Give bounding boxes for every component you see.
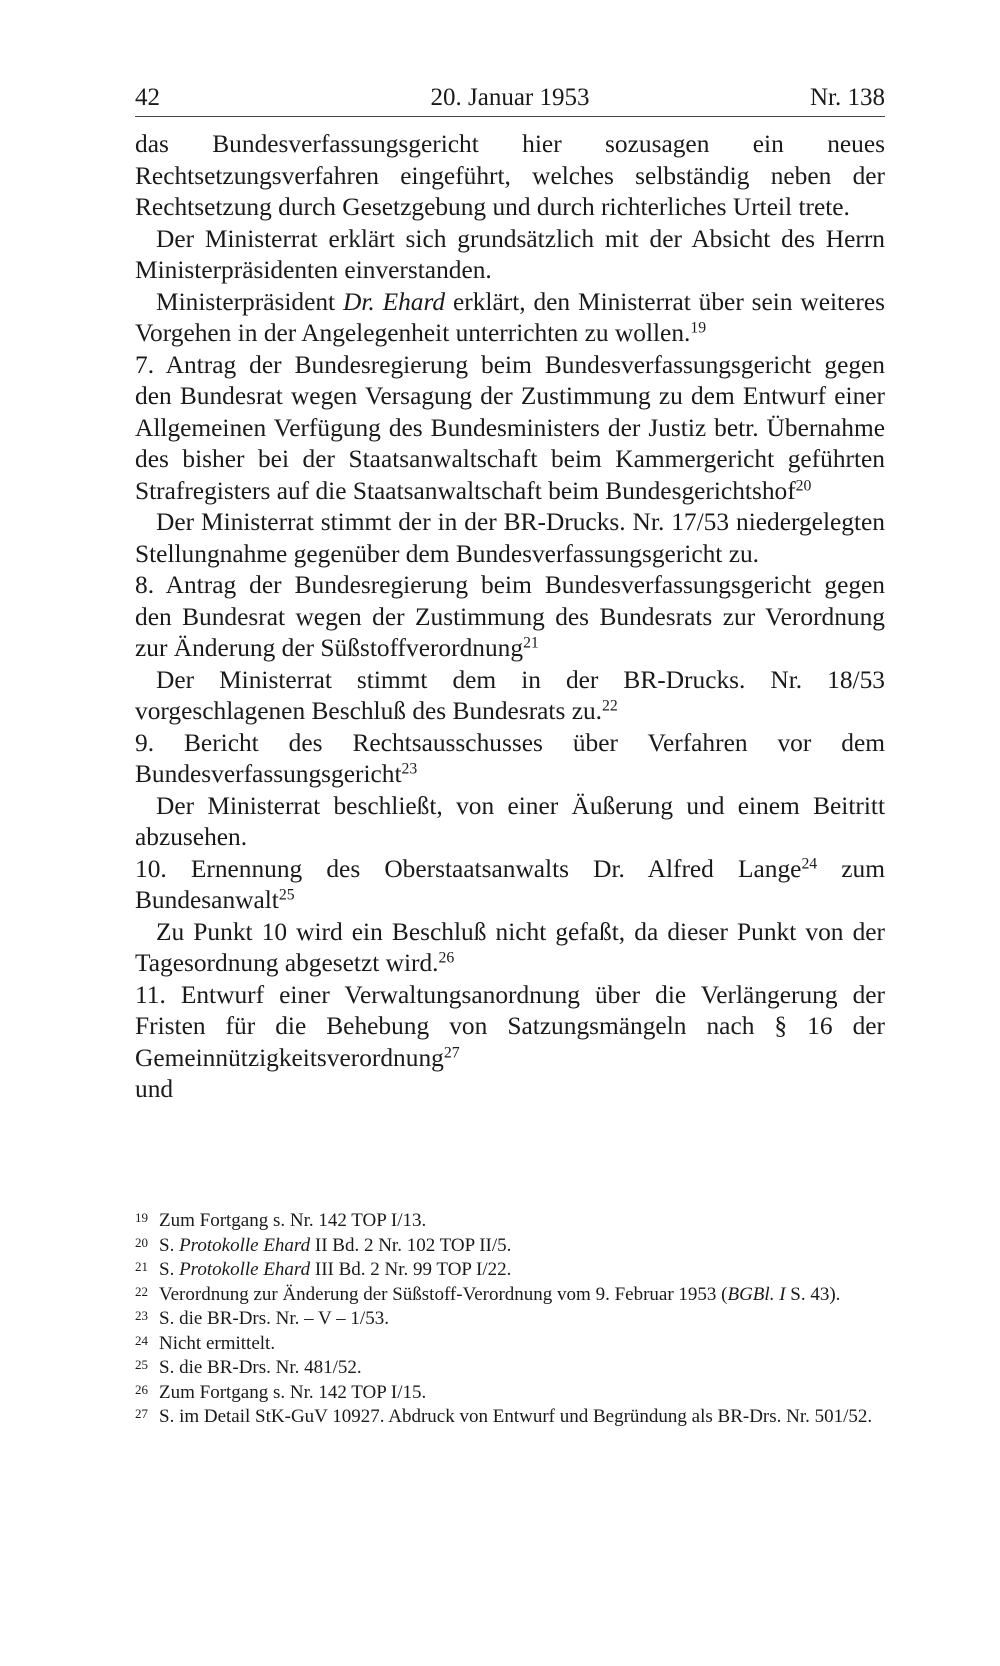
text-run: Ministerpräsident [156,287,343,316]
paragraph [135,287,885,350]
text-run: zum Bundesanwalt [135,854,885,914]
footnote-ref: 20 [795,476,812,494]
paragraph: Der Ministerrat erklärt sich grundsätzlich mit der Absicht des Herrn Ministerpräsidenten einverstanden. [135,224,885,284]
agenda-item-10 [135,854,885,917]
text-run: III Bd. 2 Nr. 99 TOP I/22. [310,1259,512,1280]
resolution-text [135,917,885,980]
footnote-ref: 23 [401,760,418,778]
text-run: Verordnung zur Änderung der Süßstoff-Verordnung vom 9. Februar 1953 ( [159,1283,728,1305]
footnote-number: 20 [135,1234,148,1250]
footnote [135,1332,885,1357]
footnote-ref: 26 [438,949,455,967]
footnote-text [159,1332,885,1357]
agenda-item-9 [135,728,885,791]
footnote [135,1283,885,1308]
text-run: S. [159,1234,180,1256]
footnote-ref: 21 [523,634,539,652]
header-rule [135,116,885,117]
text-run: erklärt, den Ministerrat über sein weiteres Vorgehen in der Angelegenheit unterrichten zu wollen. [135,287,885,347]
running-header [135,80,885,116]
footnotes [135,1209,885,1430]
text-run: Zu Punkt 10 wird ein Beschluß nicht gefaßt, da dieser Punkt von der Tagesordnung abgesetzt wird. [135,917,885,977]
footnote [135,1381,885,1406]
text-run: II Bd. 2 Nr. 102 TOP II/5. [310,1234,512,1256]
footnote-ref: 22 [602,697,618,715]
page-number: 42 [135,84,160,111]
footnote-ref: 24 [801,854,818,872]
text-run: S. im Detail StK-GuV 10927. Abdruck von Entwurf und Begründung als BR-Drs. Nr. 501/52. [159,1406,873,1427]
paragraph: das Bundesverfassungsgericht hier sozusagen ein neues Rechtsetzungsverfahren eingeführt, welches selbständig neben der Rechtsetzung durch Gesetzgebung und durch richterliches Urteil trete. [135,130,885,221]
footnote [135,1307,885,1332]
footnote-text [159,1258,885,1283]
footnote-text [159,1283,885,1308]
text-run: S. die BR-Drs. Nr. – V – 1/53. [159,1308,389,1329]
footnote-number: 25 [135,1357,148,1372]
footnote-number: 24 [135,1332,148,1348]
agenda-item-7 [135,350,885,508]
text-run: Zum Fortgang s. Nr. 142 TOP I/13. [159,1210,427,1231]
agenda-item-text: 11. Entwurf einer Verwaltungsanordnung über die Verlängerung der Fristen für die Behebung von Satzungsmängeln nach § 16 der Gemeinnützigkeitsverordnung [135,980,885,1072]
resolution-text [135,665,885,728]
footnote-ref: 25 [278,886,295,904]
agenda-item-text: 8. Antrag der Bundesregierung beim Bundesverfassungsgericht gegen den Bundesrat wegen der Zustimmung des Bundesrats zur Verordnung zur Änderung der Süßstoffverordnung [135,571,885,662]
footnote-text [159,1356,885,1381]
footnote [135,1209,885,1234]
citation-title: Protokolle Ehard [179,1234,311,1256]
footnote-ref: 27 [443,1043,460,1061]
citation-title: BGBl. I [727,1283,786,1305]
citation-title: Protokolle Ehard [179,1259,311,1280]
footnote-number: 22 [135,1283,148,1299]
agenda-item-text: 9. Bericht des Rechtsausschusses über Verfahren vor dem Bundesverfassungsgericht [135,728,885,788]
text-run: S. die BR-Drs. Nr. 481/52. [159,1357,362,1378]
agenda-item-text: 7. Antrag der Bundesregierung beim Bundesverfassungsgericht gegen den Bundesrat wegen Versagung der Zustimmung zu dem Entwurf einer Allgemeinen Verfügung des Bundesministers der Justiz betr. Übernahme des bisher bei der Staatsanwaltschaft beim Kammergericht geführten Strafregisters auf die Staatsanwaltschaft beim Bundesgerichtshof [135,350,885,505]
text-run: S. 43). [785,1283,841,1305]
footnote-text [159,1381,885,1406]
text-run: Nicht ermittelt. [159,1332,276,1354]
footnote-number: 27 [135,1406,148,1421]
footnote [135,1405,885,1430]
text-run: S. [159,1259,180,1280]
text-run: Zum Fortgang s. Nr. 142 TOP I/15. [159,1381,427,1403]
footnote-ref: 19 [690,319,707,337]
text-run: Der Ministerrat stimmt dem in der BR-Drucks. Nr. 18/53 vorgeschlagenen Beschluß des Bundesrats zu. [135,665,885,725]
resolution-text: Der Ministerrat beschließt, von einer Äußerung und einem Beitritt abzusehen. [135,791,885,851]
agenda-item-11 [135,980,885,1075]
footnote-number: 19 [135,1210,148,1225]
resolution-text: Der Ministerrat stimmt der in der BR-Drucks. Nr. 17/53 niedergelegten Stellungnahme gegenüber dem Bundesverfassungsgericht zu. [135,508,885,568]
agenda-item-8 [135,570,885,665]
main-text [135,129,885,1106]
footnote [135,1234,885,1259]
agenda-item-text: 10. Ernennung des Oberstaatsanwalts Dr. Alfred Lange [135,854,802,883]
footnote-number: 21 [135,1259,148,1274]
page [135,80,885,1106]
person-name: Dr. Ehard [342,287,446,316]
footnote-text [159,1209,885,1234]
footnote-text [159,1307,885,1332]
header-date: 20. Januar 1953 [430,84,590,111]
footnote-text [159,1234,885,1259]
footnote-number: 26 [135,1381,148,1397]
footnote [135,1356,885,1381]
footnote [135,1258,885,1283]
footnote-number: 23 [135,1308,148,1323]
footnote-text [159,1405,885,1430]
document-number: Nr. 138 [810,84,885,111]
paragraph: und [135,1075,174,1103]
